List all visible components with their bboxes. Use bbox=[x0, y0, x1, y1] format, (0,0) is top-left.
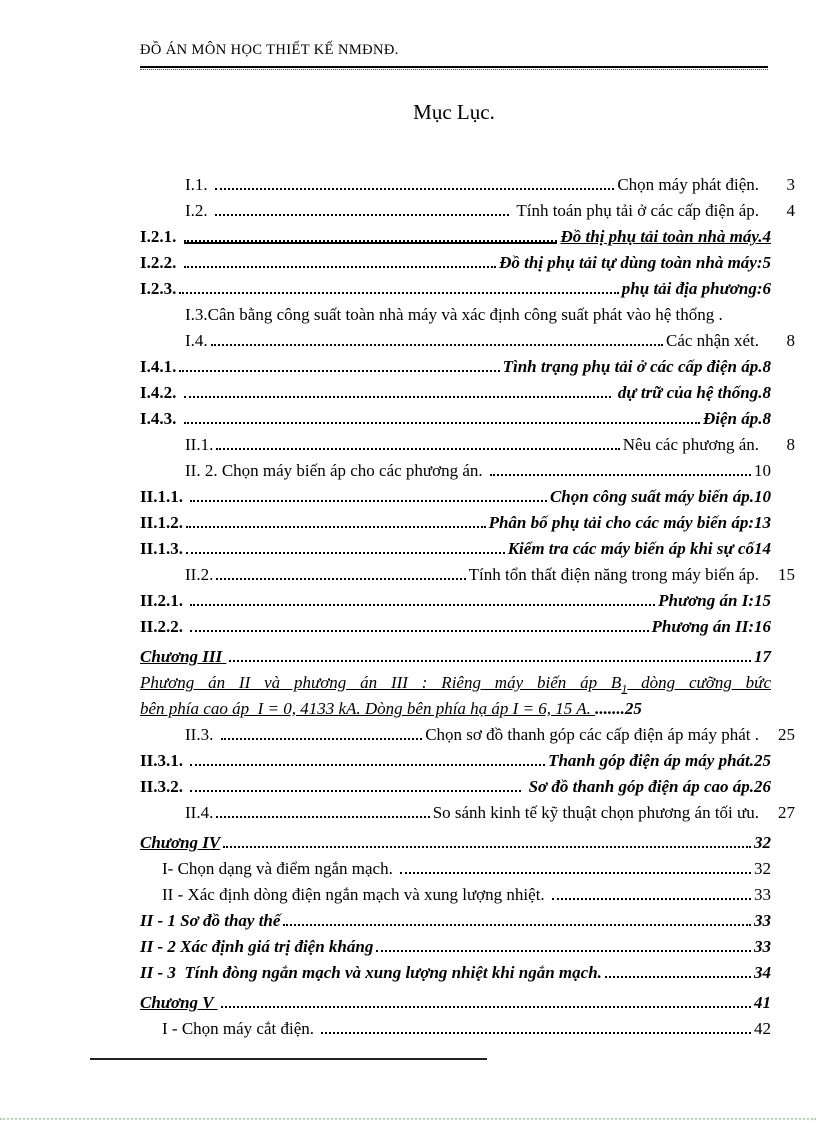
entry-text: II - Xác định dòng điện ngắn mạch và xung lượng nhiệt. bbox=[162, 885, 549, 904]
entry-text: 1 bbox=[621, 681, 628, 696]
page-number: 42 bbox=[754, 1019, 771, 1038]
toc-entry-i-1[interactable] bbox=[140, 172, 795, 198]
dot-leader bbox=[400, 872, 751, 874]
entry-title: phụ tải địa phương: bbox=[621, 279, 763, 298]
dot-leader bbox=[186, 526, 486, 528]
page-number: 8 bbox=[786, 331, 795, 350]
entry-title: dự trữ của hệ thống. bbox=[613, 383, 763, 402]
page-number: 26 bbox=[754, 777, 771, 796]
page-number: 25 bbox=[624, 699, 642, 718]
toc-entry-iv-ii[interactable] bbox=[140, 882, 771, 908]
page-number: 5 bbox=[762, 253, 771, 272]
entry-number: II.1.2. bbox=[140, 513, 183, 532]
page-number: 15 bbox=[778, 565, 795, 584]
entry-number: II.2.1. bbox=[140, 591, 188, 610]
entry-text: II. 2. Chọn máy biến áp cho các phương án. bbox=[185, 461, 487, 480]
toc-entry-ii-2[interactable] bbox=[140, 562, 795, 588]
toc-entry-i-3[interactable] bbox=[140, 302, 795, 328]
dot-leader bbox=[376, 950, 751, 952]
toc-entry-ii-3[interactable] bbox=[140, 722, 795, 748]
entry-number: I.2.3. bbox=[140, 279, 177, 298]
toc-entry-i-4-2[interactable] bbox=[140, 380, 771, 406]
toc-entry-ii-4[interactable] bbox=[140, 800, 795, 826]
entry-title: Phương án I: bbox=[658, 591, 754, 610]
toc-entry-iv-ii-3[interactable] bbox=[140, 960, 771, 986]
page-number: 14 bbox=[754, 539, 771, 558]
entry-number: I.1. bbox=[185, 175, 212, 194]
page-number: 8 bbox=[786, 435, 795, 454]
page-boundary-dotted-line bbox=[0, 1118, 816, 1120]
entry-number: II.4. bbox=[185, 803, 214, 822]
dot-leader bbox=[215, 188, 614, 190]
dot-leader bbox=[190, 604, 655, 606]
dot-leader bbox=[190, 500, 547, 502]
dot-leader bbox=[221, 738, 423, 740]
dot-leader bbox=[283, 924, 751, 926]
toc-entry-ii-2-2[interactable] bbox=[140, 614, 771, 640]
dot-leader bbox=[221, 1006, 751, 1008]
toc-entry-i-4-1[interactable] bbox=[140, 354, 771, 380]
entry-title: Các nhận xét. bbox=[666, 331, 759, 350]
toc-chapter-iii[interactable] bbox=[140, 644, 771, 670]
entry-text: II - 2 Xác định giá trị điện kháng bbox=[140, 937, 374, 956]
dot-leader bbox=[215, 214, 509, 216]
entry-text: II - 1 Sơ đồ thay thế bbox=[140, 911, 281, 930]
entry-number: II.3. bbox=[185, 725, 218, 744]
page-title: Mục Lục. bbox=[413, 100, 495, 124]
page-number: 13 bbox=[754, 513, 771, 532]
page-number: 17 bbox=[754, 647, 771, 666]
entry-text: dòng cưỡng bức bbox=[627, 673, 771, 692]
entry-title: Phương án II: bbox=[651, 617, 754, 636]
toc-entry-i-4[interactable] bbox=[140, 328, 795, 354]
footer-rule bbox=[90, 1058, 487, 1060]
header-text: ĐỒ ÁN MÔN HỌC THIẾT KẾ NMĐNĐ. bbox=[140, 42, 399, 58]
page-number: 3 bbox=[786, 175, 795, 194]
page-number: 4 bbox=[762, 227, 771, 246]
dot-leader bbox=[321, 1032, 751, 1034]
entry-number: II.1.3. bbox=[140, 539, 183, 558]
page-number: 10 bbox=[754, 487, 771, 506]
entry-title: Sơ đồ thanh góp điện áp cao áp. bbox=[524, 777, 754, 796]
page-number: 8 bbox=[762, 409, 771, 428]
entry-title: Đồ thị phụ tải tự dùng toàn nhà máy: bbox=[499, 253, 763, 272]
page-number: 32 bbox=[754, 833, 771, 852]
entry-text: bên phía cao áp I = 0, 4133 kA. Dòng bên phía hạ áp I = 6, 15 A. bbox=[140, 699, 596, 718]
toc-entry-ii-3-2[interactable] bbox=[140, 774, 771, 800]
page-number: 33 bbox=[754, 937, 771, 956]
dot-leader bbox=[490, 474, 751, 476]
entry-title: Kiểm tra các máy biến áp khi sự cố bbox=[507, 539, 754, 558]
entry-title: Điện áp. bbox=[703, 409, 763, 428]
entry-number: II.3.1. bbox=[140, 751, 188, 770]
entry-number: I.4.3. bbox=[140, 409, 181, 428]
dot-leader bbox=[552, 898, 751, 900]
dot-leader bbox=[184, 240, 558, 242]
entry-title: Tình trạng phụ tải ở các cấp điện áp. bbox=[502, 357, 763, 376]
entry-title: Chọn công suất máy biến áp. bbox=[549, 487, 754, 506]
entry-number: II.2.2. bbox=[140, 617, 188, 636]
page-number: 33 bbox=[754, 911, 771, 930]
dot-leader bbox=[179, 370, 499, 372]
toc-entry-i-2-1[interactable] bbox=[140, 224, 771, 250]
page-number: 15 bbox=[754, 591, 771, 610]
table-of-contents bbox=[140, 172, 795, 1042]
entry-number: I.4.1. bbox=[140, 357, 177, 376]
toc-chapter-v[interactable] bbox=[140, 990, 771, 1016]
page-number: 16 bbox=[754, 617, 771, 636]
entry-title: Nêu các phương án. bbox=[622, 435, 759, 454]
entry-text: II - 3 Tính đòng ngắn mạch và xung lượng nhiệt khi ngắn mạch. bbox=[140, 963, 602, 982]
dot-leader bbox=[223, 846, 751, 848]
page-number: 25 bbox=[754, 751, 771, 770]
entry-number: I.2.2. bbox=[140, 253, 181, 272]
toc-entry-ii-1-1[interactable] bbox=[140, 484, 771, 510]
entry-title: So sánh kinh tế kỹ thuật chọn phương án tối ưu. bbox=[432, 803, 759, 822]
dot-leader bbox=[229, 660, 751, 662]
toc-note-phuong-an-line-1[interactable] bbox=[140, 670, 771, 696]
dot-leader bbox=[179, 292, 618, 294]
toc-entry-iv-ii-1[interactable] bbox=[140, 908, 771, 934]
page-number: 8 bbox=[762, 357, 771, 376]
entry-title: Tính toán phụ tải ở các cấp điện áp. bbox=[512, 201, 759, 220]
toc-entry-iv-ii-2[interactable] bbox=[140, 934, 771, 960]
dot-leader-text: ....... bbox=[595, 699, 625, 718]
dot-leader bbox=[184, 266, 497, 268]
dot-leader bbox=[216, 578, 465, 580]
dot-leader bbox=[184, 396, 611, 398]
toc-entry-i-2-2[interactable] bbox=[140, 250, 771, 276]
toc-entry-ii-2-heading[interactable] bbox=[140, 458, 771, 484]
toc-entry-i-2-3[interactable] bbox=[140, 276, 771, 302]
entry-number: II.3.2. bbox=[140, 777, 188, 796]
toc-entry-i-2[interactable] bbox=[140, 198, 795, 224]
entry-number: II.2. bbox=[185, 565, 214, 584]
page-number: 33 bbox=[754, 885, 771, 904]
page-header bbox=[140, 42, 768, 68]
page-number: 10 bbox=[754, 461, 771, 480]
dot-leader bbox=[186, 552, 505, 554]
entry-text: Chương IV bbox=[140, 833, 221, 852]
page-number: 41 bbox=[754, 993, 771, 1012]
entry-text: Phương án II và phương án III : Riêng máy biến áp B bbox=[140, 673, 622, 692]
entry-text: I - Chọn máy cắt điện. bbox=[162, 1019, 319, 1038]
toc-entry-iv-i[interactable] bbox=[140, 856, 771, 882]
entry-title: Chọn sơ đồ thanh góp các cấp điện áp máy phát . bbox=[425, 725, 759, 744]
page-number: 27 bbox=[778, 803, 795, 822]
entry-title: Chọn máy phát điện. bbox=[617, 175, 759, 194]
dot-leader bbox=[190, 790, 521, 792]
page-number: 4 bbox=[786, 201, 795, 220]
entry-number: I.2. bbox=[185, 201, 212, 220]
toc-note-phuong-an-line-2[interactable] bbox=[140, 696, 795, 722]
page-number: 8 bbox=[762, 383, 771, 402]
entry-text: Chương III bbox=[140, 647, 227, 666]
toc-entry-ii-1-3[interactable] bbox=[140, 536, 771, 562]
entry-text: I.3.Cân bằng công suất toàn nhà máy và xác định công suất phát vào hệ thống . bbox=[185, 305, 723, 324]
toc-entry-ii-3-1[interactable] bbox=[140, 748, 771, 774]
entry-number: II.1.1. bbox=[140, 487, 188, 506]
page-number: 34 bbox=[754, 963, 771, 982]
toc-entry-i-4-3[interactable] bbox=[140, 406, 771, 432]
dot-leader bbox=[216, 816, 429, 818]
dot-leader bbox=[216, 448, 619, 450]
toc-entry-ii-1[interactable] bbox=[140, 432, 795, 458]
dot-leader bbox=[211, 344, 663, 346]
dot-leader bbox=[190, 630, 648, 632]
entry-number: I.4. bbox=[185, 331, 208, 350]
dot-leader bbox=[605, 976, 751, 978]
toc-chapter-iv[interactable] bbox=[140, 830, 771, 856]
entry-text: I- Chọn dạng và điểm ngắn mạch. bbox=[162, 859, 398, 878]
toc-entry-ii-2-1[interactable] bbox=[140, 588, 771, 614]
entry-title: Phân bố phụ tải cho các máy biến áp: bbox=[488, 513, 754, 532]
entry-title: Thanh góp điện áp máy phát. bbox=[548, 751, 754, 770]
entry-text: Chương V bbox=[140, 993, 218, 1012]
entry-title: Đồ thị phụ tải toàn nhà máy. bbox=[560, 227, 763, 246]
page-number: 32 bbox=[754, 859, 771, 878]
dot-leader bbox=[190, 764, 545, 766]
toc-entry-ii-1-2[interactable] bbox=[140, 510, 771, 536]
entry-title: Tính tổn thất điện năng trong máy biến áp. bbox=[468, 565, 759, 584]
page-number: 25 bbox=[778, 725, 795, 744]
toc-entry-v-i[interactable] bbox=[140, 1016, 771, 1042]
entry-number: I.4.2. bbox=[140, 383, 181, 402]
entry-number: I.2.1. bbox=[140, 227, 181, 246]
page-number: 6 bbox=[762, 279, 771, 298]
dot-leader bbox=[184, 422, 700, 424]
entry-number: II.1. bbox=[185, 435, 214, 454]
